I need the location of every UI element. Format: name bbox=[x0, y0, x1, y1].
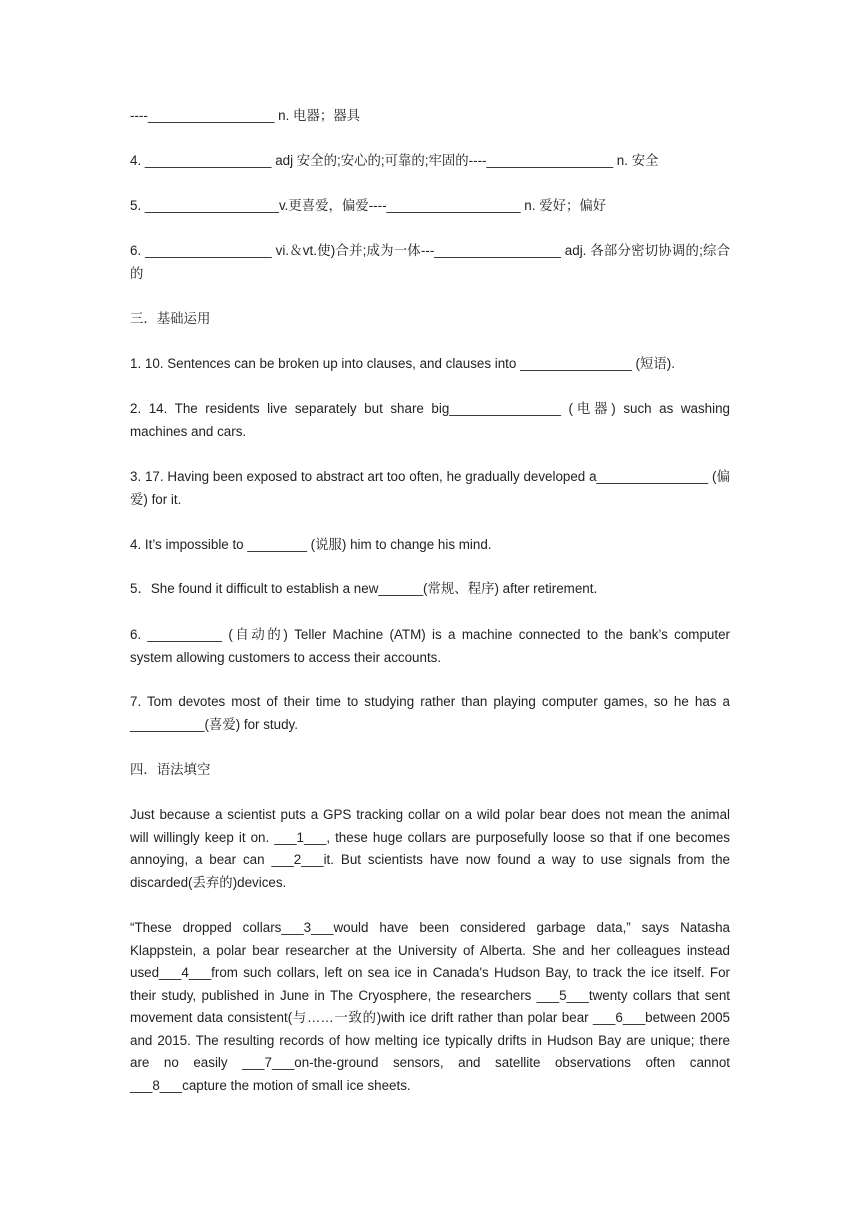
exercise-item-3: 3. 17. Having been exposed to abstract art too often, he gradually developed a_______________ (偏爱) for it. bbox=[130, 469, 730, 507]
exercise-item-7: 7. Tom devotes most of their time to studying rather than playing computer games, so he has a __________(喜爱) for study. bbox=[130, 694, 730, 732]
exercise-item-4: 4. It’s impossible to ________ (说服) him to change his mind. bbox=[130, 537, 492, 552]
exercise-item-2: 2. 14. The residents live separately but share big_______________ (电器) such as washing machines and cars. bbox=[130, 401, 730, 439]
vocab-line-5: 5. __________________v.更喜爱，偏爱----__________________ n. 爱好；偏好 bbox=[130, 198, 607, 213]
section-heading-basic-use: 三．基础运用 bbox=[130, 311, 211, 326]
vocab-line-3: ----_________________ n. 电器；器具 bbox=[130, 108, 361, 123]
passage-paragraph-1: Just because a scientist puts a GPS tracking collar on a wild polar bear does not mean the animal will willingly keep it on. ___1___, these huge collars are purposefully loose so that if one becomes annoying, a bear can ___2___it. But scientists have now found a way to use signals from the discarded(丢弃的)devices. bbox=[130, 807, 730, 890]
vocab-line-6: 6. _________________ vi.＆vt.使)合并;成为一体---_________________ adj. 各部分密切协调的;综合的 bbox=[130, 243, 730, 281]
exercise-item-1: 1. 10. Sentences can be broken up into clauses, and clauses into _______________ (短语). bbox=[130, 356, 675, 371]
exercise-item-6: 6. __________ (自动的) Teller Machine (ATM) is a machine connected to the bank’s computer system allowing customers to access their accounts. bbox=[130, 627, 730, 665]
section-heading-grammar-fill: 四．语法填空 bbox=[130, 762, 211, 777]
exercise-item-5: 5．She found it difficult to establish a new______(常规、程序) after retirement. bbox=[130, 581, 598, 596]
vocab-line-4: 4. _________________ adj 安全的;安心的;可靠的;牢固的----_________________ n. 安全 bbox=[130, 153, 659, 168]
passage-paragraph-2: “These dropped collars___3___would have been considered garbage data,” says Natasha Klappstein, a polar bear researcher at the University of Alberta. She and her colleagues instead used___4___from such collars, left on sea ice in Canada's Hudson Bay, to track the ice itself. For their study, published in June in The Cryosphere, the researchers ___5___twenty collars that sent movement data consistent(与……一致的)with ice drift rather than polar bear ___6___between 2005 and 2015. The resulting records of how melting ice typically drifts in Hudson Bay are unique; there are no easily ___7___on-the-ground sensors, and satellite observations often cannot ___8___capture the motion of small ice sheets. bbox=[130, 920, 730, 1093]
